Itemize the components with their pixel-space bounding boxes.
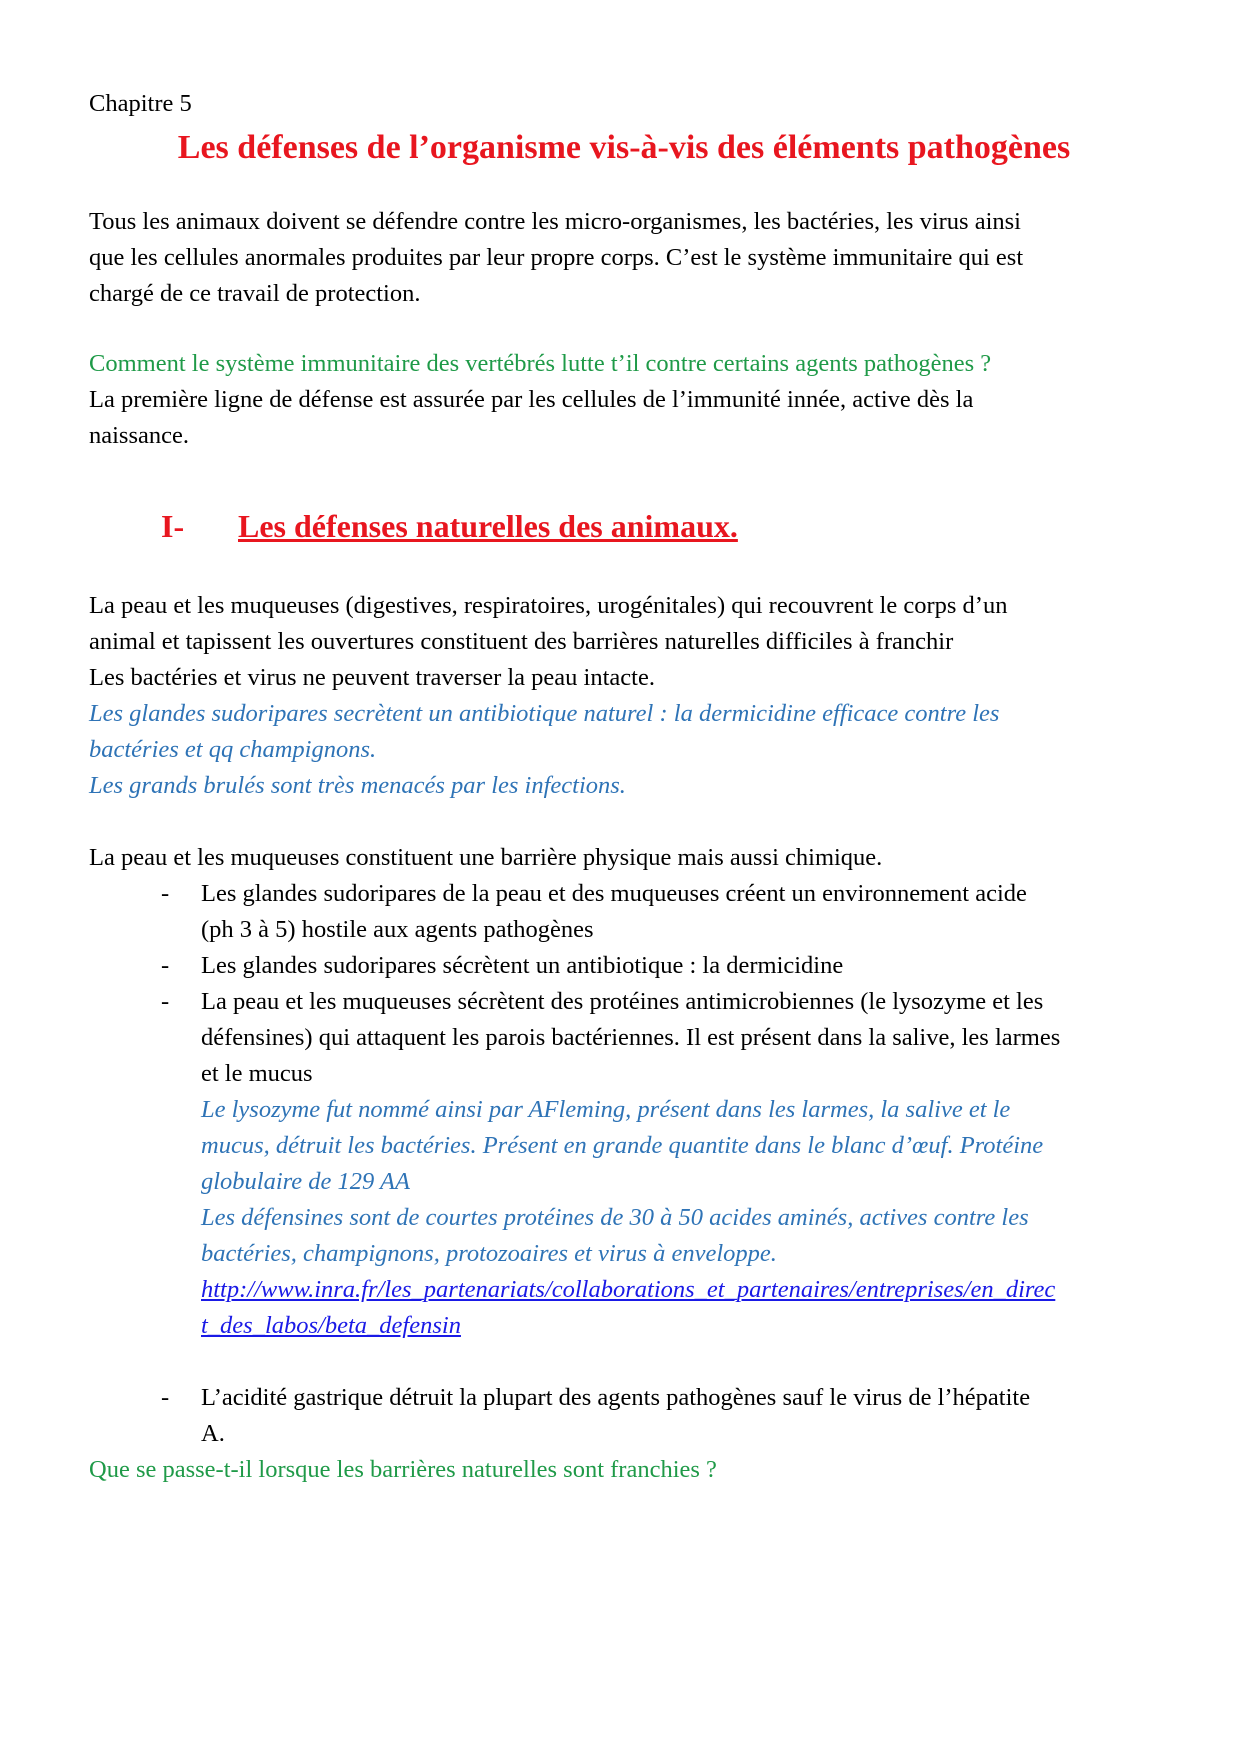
section-heading bbox=[161, 504, 1159, 548]
question-block bbox=[89, 346, 1159, 454]
bullet-line: (ph 3 à 5) hostile aux agents pathogènes bbox=[201, 916, 594, 943]
spacer bbox=[201, 1344, 1159, 1380]
bullet-dash: - bbox=[161, 1384, 170, 1411]
bullet-line: Les glandes sudoripares de la peau et des muqueuses créent un environnement acide bbox=[201, 880, 1027, 907]
bullet-line: et le mucus bbox=[201, 1060, 313, 1087]
skin-paragraph-line: Les bactéries et virus ne peuvent traverser la peau intacte. bbox=[89, 664, 655, 691]
intro-line: Tous les animaux doivent se défendre contre les micro-organismes, les bactéries, les virus ainsi bbox=[89, 208, 1021, 235]
barrier-intro: La peau et les muqueuses constituent une barrière physique mais aussi chimique. bbox=[89, 844, 883, 871]
skin-paragraph-line: animal et tapissent les ouvertures constituent des barrières naturelles difficiles à franchir bbox=[89, 628, 954, 655]
barrier-bullet-list bbox=[89, 876, 1159, 1452]
bullet-line: La peau et les muqueuses sécrètent des protéines antimicrobiennes (le lysozyme et les bbox=[201, 988, 1044, 1015]
bullet-note-line: globulaire de 129 AA bbox=[201, 1168, 410, 1195]
list-item bbox=[89, 1380, 1159, 1452]
skin-note-line: Les grands brulés sont très menacés par les infections. bbox=[89, 772, 626, 799]
section-body bbox=[89, 588, 1159, 1488]
list-item bbox=[89, 984, 1159, 1380]
intro-paragraph bbox=[89, 204, 1159, 312]
intro-line: que les cellules anormales produites par leur propre corps. C’est le système immunitaire qui est bbox=[89, 244, 1024, 271]
bullet-note-line: Le lysozyme fut nommé ainsi par AFleming, présent dans les larmes, la salive et le bbox=[201, 1096, 1011, 1123]
bullet-line: Les glandes sudoripares sécrètent un antibiotique : la dermicidine bbox=[201, 952, 844, 979]
bullet-note-line: Les défensines sont de courtes protéines de 30 à 50 acides aminés, actives contre les bbox=[201, 1204, 1029, 1231]
skin-note-line: bactéries et qq champignons. bbox=[89, 736, 377, 763]
first-line-text: La première ligne de défense est assurée par les cellules de l’immunité innée, active dès la bbox=[89, 386, 974, 413]
bullet-line: L’acidité gastrique détruit la plupart des agents pathogènes sauf le virus de l’hépatite bbox=[201, 1384, 1031, 1411]
section-title: Les défenses naturelles des animaux. bbox=[238, 508, 738, 544]
bullet-note-line: mucus, détruit les bactéries. Présent en grande quantite dans le blanc d’œuf. Protéine bbox=[201, 1132, 1044, 1159]
chapter-label: Chapitre 5 bbox=[89, 90, 192, 117]
inra-link[interactable]: t_des_labos/beta_defensin bbox=[201, 1312, 461, 1339]
bullet-line: A. bbox=[201, 1420, 225, 1447]
bullet-dash: - bbox=[161, 952, 170, 979]
first-line-text: naissance. bbox=[89, 422, 189, 449]
section-number: I- bbox=[161, 508, 185, 544]
bullet-note-line: bactéries, champignons, protozoaires et virus à enveloppe. bbox=[201, 1240, 777, 1267]
skin-paragraph-line: La peau et les muqueuses (digestives, respiratoires, urogénitales) qui recouvrent le corps d’un bbox=[89, 592, 1008, 619]
bullet-dash: - bbox=[161, 988, 170, 1015]
intro-line: chargé de ce travail de protection. bbox=[89, 280, 421, 307]
list-item bbox=[89, 948, 1159, 984]
page-title: Les défenses de l’organisme vis-à-vis des éléments pathogènes bbox=[177, 129, 1071, 166]
spacer bbox=[89, 804, 1159, 840]
list-item bbox=[89, 876, 1159, 948]
document-page bbox=[89, 86, 1159, 1488]
closing-question: Que se passe-t-il lorsque les barrières naturelles sont franchies ? bbox=[89, 1456, 717, 1483]
skin-note-line: Les glandes sudoripares secrètent un antibiotique naturel : la dermicidine efficace contre les bbox=[89, 700, 1000, 727]
bullet-dash: - bbox=[161, 880, 170, 907]
inra-link[interactable]: http://www.inra.fr/les_partenariats/collaborations_et_partenaires/entreprises/en_direc bbox=[201, 1276, 1056, 1303]
bullet-line: défensines) qui attaquent les parois bactériennes. Il est présent dans la salive, les larmes bbox=[201, 1024, 1061, 1051]
question-text: Comment le système immunitaire des vertébrés lutte t’il contre certains agents pathogènes ? bbox=[89, 350, 992, 377]
